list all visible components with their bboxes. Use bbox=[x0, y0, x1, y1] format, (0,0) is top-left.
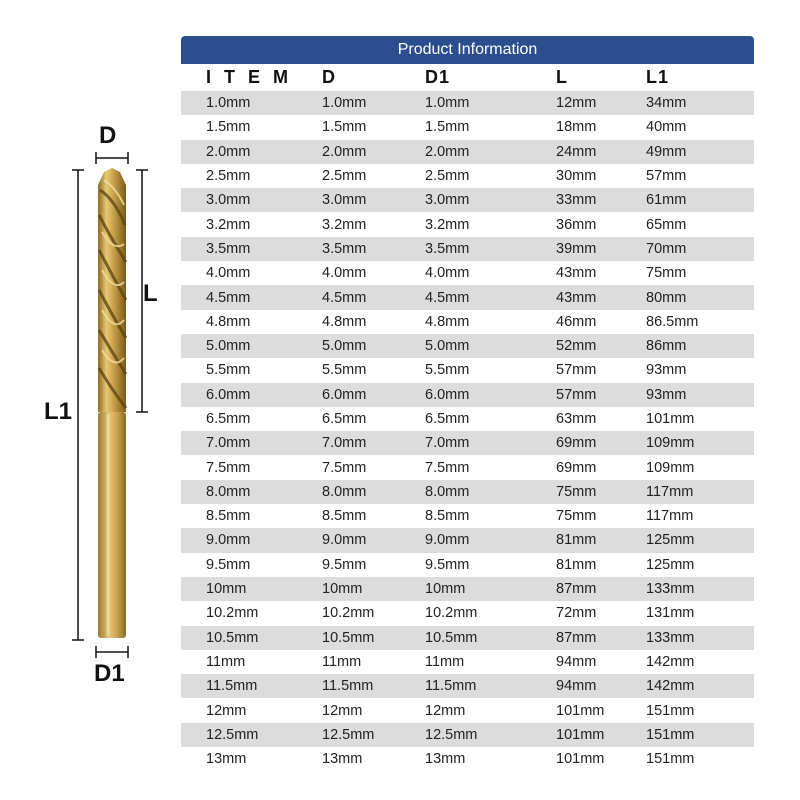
cell-item: 2.5mm bbox=[206, 168, 251, 185]
cell-l1: 133mm bbox=[646, 581, 695, 598]
table-row bbox=[181, 504, 754, 528]
cell-d1: 4.8mm bbox=[425, 313, 470, 330]
cell-item: 8.5mm bbox=[206, 508, 251, 525]
cell-d: 2.5mm bbox=[322, 168, 367, 185]
cell-d: 8.0mm bbox=[322, 483, 367, 500]
header-d1: D1 bbox=[425, 67, 451, 87]
cell-l: 43mm bbox=[556, 265, 597, 282]
cell-l1: 65mm bbox=[646, 216, 687, 233]
table-row bbox=[181, 383, 754, 407]
cell-d1: 9.0mm bbox=[425, 532, 470, 549]
cell-l1: 151mm bbox=[646, 702, 695, 719]
cell-d: 1.0mm bbox=[322, 95, 367, 112]
cell-item: 11mm bbox=[206, 653, 246, 670]
cell-d: 5.5mm bbox=[322, 362, 367, 379]
cell-d1: 4.5mm bbox=[425, 289, 470, 306]
cell-d1: 3.5mm bbox=[425, 240, 470, 257]
table-row bbox=[181, 91, 754, 115]
cell-d1: 9.5mm bbox=[425, 556, 470, 573]
table-row bbox=[181, 698, 754, 722]
label-d: D bbox=[99, 122, 117, 149]
cell-l: 24mm bbox=[556, 143, 597, 160]
table-body bbox=[181, 91, 754, 771]
table-row bbox=[181, 261, 754, 285]
cell-l: 94mm bbox=[556, 653, 597, 670]
table-row bbox=[181, 455, 754, 479]
cell-l1: 40mm bbox=[646, 119, 687, 136]
cell-l1: 93mm bbox=[646, 362, 687, 379]
cell-item: 2.0mm bbox=[206, 143, 251, 160]
cell-d: 4.8mm bbox=[322, 313, 367, 330]
cell-l: 63mm bbox=[556, 411, 597, 427]
cell-item: 8.0mm bbox=[206, 483, 251, 500]
table-row bbox=[181, 528, 754, 552]
cell-l: 101mm bbox=[556, 726, 605, 743]
cell-d: 10.2mm bbox=[322, 605, 375, 622]
drill-diagram bbox=[0, 0, 180, 800]
table-row bbox=[181, 140, 754, 164]
cell-d: 4.5mm bbox=[322, 289, 367, 306]
cell-d: 3.5mm bbox=[322, 240, 367, 257]
cell-l: 69mm bbox=[556, 435, 597, 452]
cell-l1: 49mm bbox=[646, 143, 687, 160]
cell-d: 9.5mm bbox=[322, 556, 367, 573]
table-row bbox=[181, 358, 754, 382]
cell-l1: 109mm bbox=[646, 459, 695, 476]
cell-d1: 3.2mm bbox=[425, 216, 470, 233]
table-header-row bbox=[181, 64, 754, 91]
cell-l1: 93mm bbox=[646, 386, 687, 403]
cell-item: 12mm bbox=[206, 702, 247, 719]
cell-l: 30mm bbox=[556, 168, 597, 185]
cell-item: 4.0mm bbox=[206, 265, 251, 282]
table-row bbox=[181, 407, 754, 431]
cell-l: 52mm bbox=[556, 338, 597, 355]
cell-d1: 7.5mm bbox=[425, 459, 470, 476]
cell-l: 57mm bbox=[556, 362, 597, 379]
cell-item: 1.5mm bbox=[206, 119, 251, 136]
cell-l: 46mm bbox=[556, 313, 597, 330]
cell-l: 12mm bbox=[556, 95, 597, 112]
cell-item: 1.0mm bbox=[206, 95, 251, 112]
cell-d: 12.5mm bbox=[322, 726, 375, 743]
cell-item: 3.0mm bbox=[206, 192, 251, 209]
cell-d: 12mm bbox=[322, 702, 363, 719]
cell-l: 57mm bbox=[556, 386, 597, 403]
label-d1: D1 bbox=[94, 660, 125, 687]
cell-d: 6.0mm bbox=[322, 386, 367, 403]
table-row bbox=[181, 747, 754, 771]
dimension-d bbox=[96, 152, 128, 164]
header-l: L bbox=[556, 67, 568, 87]
table-row bbox=[181, 601, 754, 625]
cell-d1: 11.5mm bbox=[425, 678, 477, 695]
cell-d: 10.5mm bbox=[322, 629, 375, 646]
cell-d: 5.0mm bbox=[322, 338, 367, 355]
cell-item: 7.0mm bbox=[206, 435, 251, 452]
table-row bbox=[181, 212, 754, 236]
table-row bbox=[181, 577, 754, 601]
header-l1: L1 bbox=[646, 67, 670, 87]
product-information-table bbox=[181, 36, 754, 771]
cell-l: 75mm bbox=[556, 508, 597, 525]
cell-l: 39mm bbox=[556, 240, 597, 257]
cell-l1: 117mm bbox=[646, 508, 694, 525]
cell-d: 9.0mm bbox=[322, 532, 367, 549]
cell-d: 7.5mm bbox=[322, 459, 367, 476]
cell-l1: 151mm bbox=[646, 751, 695, 768]
cell-l: 69mm bbox=[556, 459, 597, 476]
dimension-d1 bbox=[96, 646, 128, 658]
cell-l: 43mm bbox=[556, 289, 597, 306]
table-row bbox=[181, 115, 754, 139]
table-row bbox=[181, 480, 754, 504]
drill-bit-illustration bbox=[0, 0, 180, 800]
cell-item: 7.5mm bbox=[206, 459, 251, 476]
cell-d1: 7.0mm bbox=[425, 435, 470, 452]
cell-l: 87mm bbox=[556, 581, 597, 598]
table-row bbox=[181, 310, 754, 334]
cell-d1: 10mm bbox=[425, 581, 466, 598]
cell-l: 101mm bbox=[556, 702, 605, 719]
table-row bbox=[181, 626, 754, 650]
cell-d1: 13mm bbox=[425, 751, 466, 768]
cell-l1: 86.5mm bbox=[646, 313, 699, 330]
cell-d: 3.2mm bbox=[322, 216, 367, 233]
table-row bbox=[181, 164, 754, 188]
cell-l1: 142mm bbox=[646, 653, 695, 670]
table-row bbox=[181, 553, 754, 577]
cell-l1: 70mm bbox=[646, 240, 687, 257]
cell-d1: 12.5mm bbox=[425, 726, 478, 743]
cell-item: 12.5mm bbox=[206, 726, 259, 743]
table-row bbox=[181, 723, 754, 747]
cell-d1: 10.2mm bbox=[425, 605, 478, 622]
cell-l1: 80mm bbox=[646, 289, 687, 306]
cell-item: 10.2mm bbox=[206, 605, 259, 622]
cell-d1: 10.5mm bbox=[425, 629, 478, 646]
cell-d: 6.5mm bbox=[322, 411, 367, 427]
table-row bbox=[181, 237, 754, 261]
label-l: L bbox=[143, 280, 158, 307]
cell-item: 6.5mm bbox=[206, 411, 251, 427]
cell-d1: 8.5mm bbox=[425, 508, 470, 525]
cell-d1: 1.5mm bbox=[425, 119, 470, 136]
cell-l1: 142mm bbox=[646, 678, 695, 695]
cell-item: 5.5mm bbox=[206, 362, 251, 379]
cell-item: 10.5mm bbox=[206, 629, 259, 646]
cell-d: 7.0mm bbox=[322, 435, 367, 452]
cell-d1: 5.0mm bbox=[425, 338, 470, 355]
cell-d: 1.5mm bbox=[322, 119, 367, 136]
label-l1: L1 bbox=[44, 398, 73, 425]
header-item: I T E M bbox=[206, 67, 292, 87]
cell-l1: 109mm bbox=[646, 435, 695, 452]
cell-d: 10mm bbox=[322, 581, 363, 598]
cell-item: 13mm bbox=[206, 751, 247, 768]
cell-l: 81mm bbox=[556, 556, 597, 573]
cell-l1: 125mm bbox=[646, 532, 695, 549]
cell-d: 13mm bbox=[322, 751, 363, 768]
cell-d1: 4.0mm bbox=[425, 265, 470, 282]
cell-l1: 57mm bbox=[646, 168, 687, 185]
cell-l1: 101mm bbox=[646, 411, 695, 427]
table-row bbox=[181, 431, 754, 455]
cell-d1: 1.0mm bbox=[425, 95, 470, 112]
cell-l1: 151mm bbox=[646, 726, 695, 743]
cell-d: 3.0mm bbox=[322, 192, 367, 209]
table-row bbox=[181, 650, 754, 674]
cell-item: 4.5mm bbox=[206, 289, 251, 306]
cell-l: 72mm bbox=[556, 605, 597, 622]
cell-item: 5.0mm bbox=[206, 338, 251, 355]
cell-l1: 131mm bbox=[646, 605, 695, 622]
table-title: Product Information bbox=[181, 36, 754, 64]
cell-l: 94mm bbox=[556, 678, 597, 695]
cell-l: 101mm bbox=[556, 751, 605, 768]
cell-d1: 6.0mm bbox=[425, 386, 470, 403]
cell-d1: 2.5mm bbox=[425, 168, 470, 185]
cell-d1: 11mm bbox=[425, 653, 465, 670]
cell-l: 81mm bbox=[556, 532, 597, 549]
cell-d: 11mm bbox=[322, 653, 362, 670]
table-row bbox=[181, 188, 754, 212]
cell-l1: 61mm bbox=[646, 192, 687, 209]
cell-l1: 133mm bbox=[646, 629, 695, 646]
cell-l1: 117mm bbox=[646, 483, 694, 500]
cell-d1: 2.0mm bbox=[425, 143, 470, 160]
cell-l: 87mm bbox=[556, 629, 597, 646]
cell-l: 75mm bbox=[556, 483, 597, 500]
cell-d1: 5.5mm bbox=[425, 362, 470, 379]
cell-l1: 75mm bbox=[646, 265, 687, 282]
cell-l: 36mm bbox=[556, 216, 597, 233]
cell-d1: 3.0mm bbox=[425, 192, 470, 209]
cell-item: 10mm bbox=[206, 581, 247, 598]
table-row bbox=[181, 285, 754, 309]
cell-d: 4.0mm bbox=[322, 265, 367, 282]
cell-item: 9.5mm bbox=[206, 556, 251, 573]
table-row bbox=[181, 674, 754, 698]
cell-l1: 34mm bbox=[646, 95, 687, 112]
cell-item: 11.5mm bbox=[206, 678, 258, 695]
cell-item: 3.2mm bbox=[206, 216, 251, 233]
cell-d: 8.5mm bbox=[322, 508, 367, 525]
cell-d1: 12mm bbox=[425, 702, 466, 719]
drill-shank bbox=[98, 412, 126, 638]
header-d: D bbox=[322, 67, 336, 87]
cell-l1: 86mm bbox=[646, 338, 687, 355]
cell-d1: 8.0mm bbox=[425, 483, 470, 500]
cell-l: 18mm bbox=[556, 119, 597, 136]
cell-d: 2.0mm bbox=[322, 143, 367, 160]
dimension-l1 bbox=[72, 170, 84, 640]
cell-l1: 125mm bbox=[646, 556, 695, 573]
cell-item: 6.0mm bbox=[206, 386, 251, 403]
table-row bbox=[181, 334, 754, 358]
cell-item: 3.5mm bbox=[206, 240, 251, 257]
cell-l: 33mm bbox=[556, 192, 597, 209]
cell-item: 9.0mm bbox=[206, 532, 251, 549]
cell-d1: 6.5mm bbox=[425, 411, 470, 427]
cell-d: 11.5mm bbox=[322, 678, 374, 695]
cell-item: 4.8mm bbox=[206, 313, 251, 330]
